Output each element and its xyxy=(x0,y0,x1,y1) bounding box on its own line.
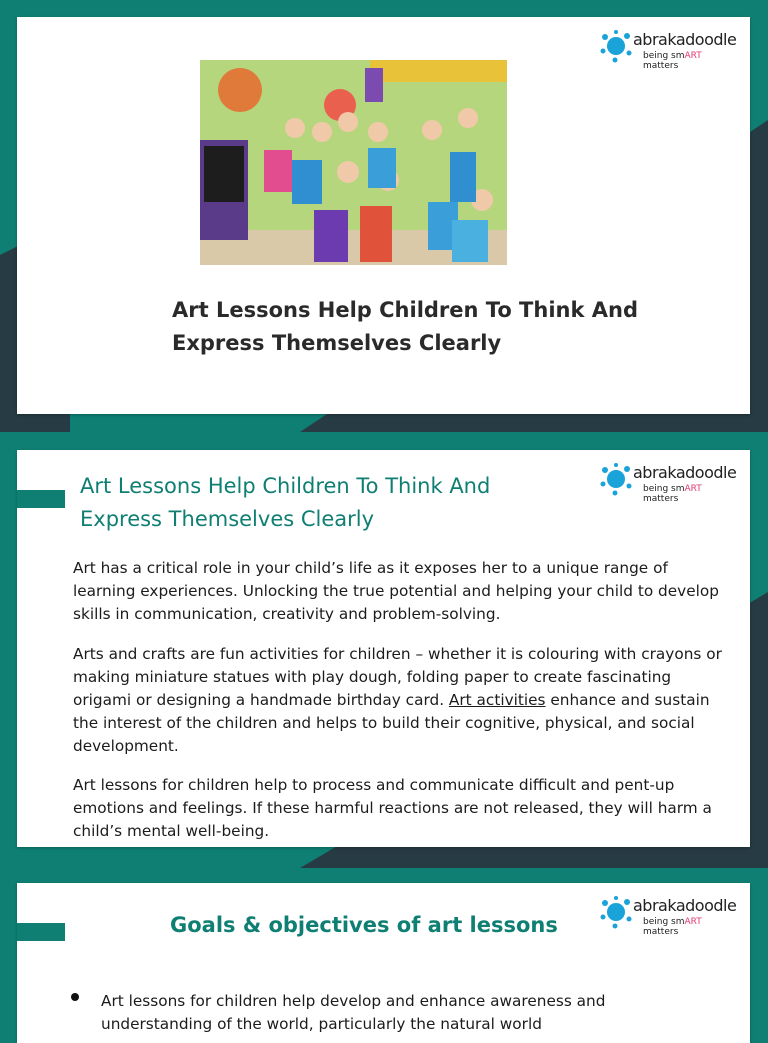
brand-name: abrakadoodle xyxy=(633,30,737,49)
paragraph-1: Art has a critical role in your child’s life as it exposes her to a unique range of learning experiences. Unlocking the true potential and helping your child to develop skills in communication, creativity and problem-solving. xyxy=(73,559,719,623)
slide-3-title: Goals & objectives of art lessons xyxy=(170,913,558,937)
children-holding-paintings-image xyxy=(200,60,507,265)
art-activities-link[interactable]: Art activities xyxy=(448,691,546,709)
abrakadoodle-logo xyxy=(599,462,739,502)
paint-splat-icon xyxy=(599,462,633,496)
children-art-photo xyxy=(200,60,507,265)
slide-3-accent-bar xyxy=(17,923,65,941)
brand-tagline: being smART matters xyxy=(643,917,702,937)
brand-name: abrakadoodle xyxy=(633,463,737,482)
slide-1-title: Art Lessons Help Children To Think And Express Themselves Clearly xyxy=(172,298,638,355)
brand-tagline: being smART matters xyxy=(643,51,702,71)
paragraph-2: Arts and crafts are fun activities for children – whether it is colouring with crayons or making miniature statues with play dough, folding paper to create fascinating origami or designing a handmade birthday card. Art activities enhance and sustain the interest of the children and helps to build their cognitive, physical, and social development. xyxy=(73,645,722,755)
brand-name: abrakadoodle xyxy=(633,896,737,915)
paint-splat-icon xyxy=(599,29,633,63)
abrakadoodle-logo xyxy=(599,29,739,69)
abrakadoodle-logo xyxy=(599,895,739,935)
slide-2-accent-bar xyxy=(17,490,65,508)
paint-splat-icon xyxy=(599,895,633,929)
bullet-point-icon xyxy=(71,993,79,1001)
bullet-item-1: Art lessons for children help develop and enhance awareness and understanding of the world, particularly the natural world xyxy=(101,992,606,1033)
paragraph-3: Art lessons for children help to process and communicate difficult and pent-up emotions and feelings. If these harmful reactions are not released, they will harm a child’s mental well-being. xyxy=(73,776,712,840)
slide-1-card xyxy=(17,17,750,414)
slide-2-title: Art Lessons Help Children To Think And Express Themselves Clearly xyxy=(80,474,491,531)
brand-tagline: being smART matters xyxy=(643,484,702,504)
